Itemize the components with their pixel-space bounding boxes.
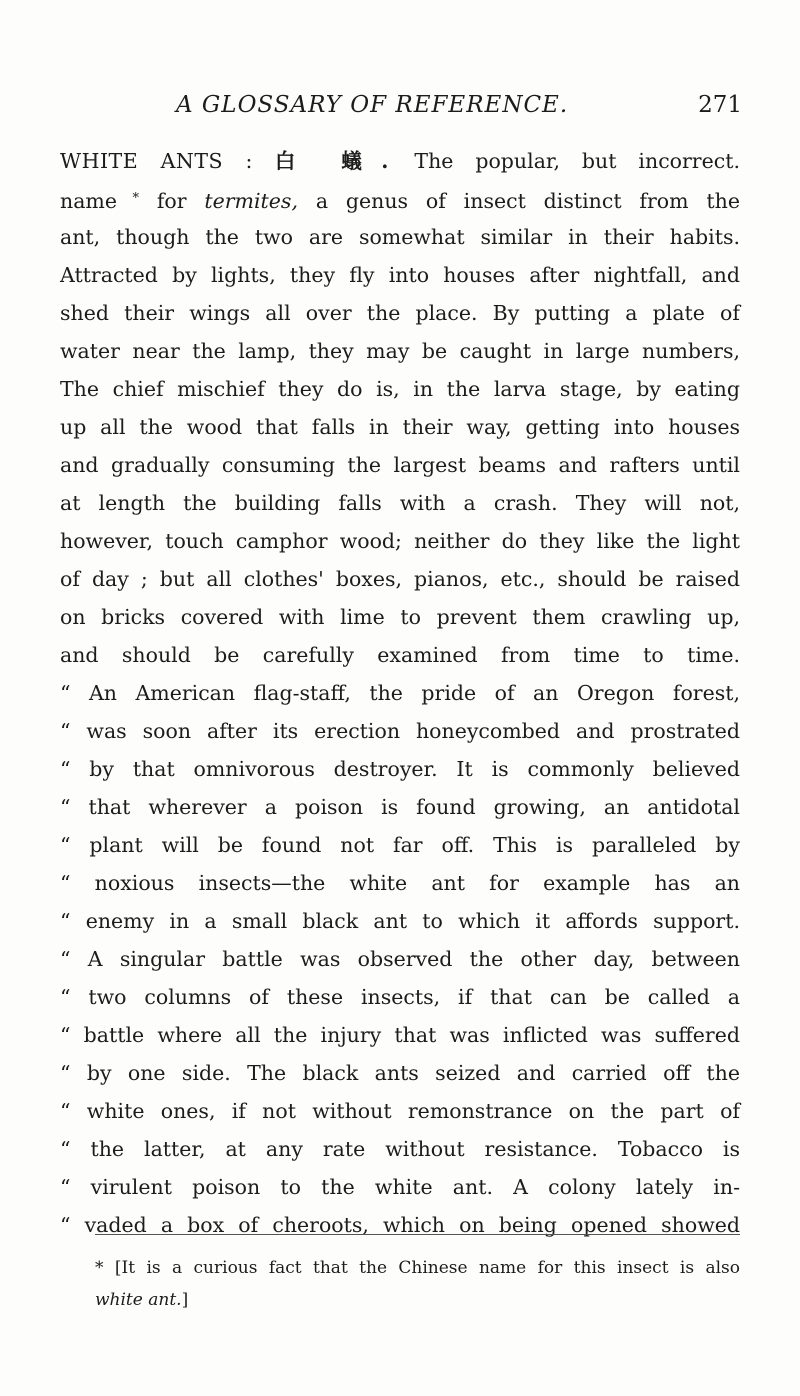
entry-line: and should be carefully examined from time to time. <box>60 643 740 667</box>
page-number: 271 <box>698 92 742 118</box>
entry-line: name * for termites, a genus of insect distinct from the <box>60 189 740 213</box>
entry-line: “ white ones, if not without remonstrance on the part of <box>60 1099 740 1123</box>
entry-line: at length the building falls with a crash. They will not, <box>60 491 740 515</box>
entry-line: “ plant will be found not far off. This is paralleled by <box>60 833 740 857</box>
footnote-bracket: ] <box>181 1290 189 1310</box>
entry-line: “ was soon after its erection honeycombed and prostrated <box>60 719 740 743</box>
running-title: A GLOSSARY OF REFERENCE. <box>176 92 569 118</box>
entry-line: Attracted by lights, they fly into houses after nightfall, and <box>60 263 740 287</box>
entry-line: of day ; but all clothes' boxes, pianos, etc., should be raised <box>60 567 740 591</box>
entry-first-line <box>60 142 740 180</box>
entry-italic-term: termites, <box>204 189 298 213</box>
entry-line: up all the wood that falls in their way, getting into houses <box>60 415 740 439</box>
entry-line: “ virulent poison to the white ant. A colony lately in- <box>60 1175 740 1199</box>
entry-body <box>60 142 740 1244</box>
entry-line-name-prefix: name <box>60 189 117 213</box>
entry-headword: WHITE ANTS : <box>60 149 253 173</box>
entry-line: “ the latter, at any rate without resistance. Tobacco is <box>60 1137 740 1161</box>
entry-line: water near the lamp, they may be caught in large numbers, <box>60 339 740 363</box>
entry-line: The chief mischief they do is, in the larva stage, by eating <box>60 377 740 401</box>
footnote-italic-term: white ant. <box>95 1290 182 1310</box>
entry-chinese-name: 白 蟻. <box>274 149 393 173</box>
entry-line: “ by that omnivorous destroyer. It is commonly believed <box>60 757 740 781</box>
footnote-marker: * <box>117 191 139 206</box>
entry-line: however, touch camphor wood; neither do they like the light <box>60 529 740 553</box>
entry-line: “ by one side. The black ants seized and carried off the <box>60 1061 740 1085</box>
footnote <box>95 1252 740 1316</box>
footnote-line <box>95 1284 740 1316</box>
footnote-divider <box>95 1234 740 1235</box>
entry-line: “ battle where all the injury that was inflicted was suffered <box>60 1023 740 1047</box>
entry-line: on bricks covered with lime to prevent them crawling up, <box>60 605 740 629</box>
entry-line: The popular, but incorrect. <box>392 149 740 173</box>
entry-line: “ A singular battle was observed the other day, between <box>60 947 740 971</box>
entry-line: “ enemy in a small black ant to which it affords support. <box>60 909 740 933</box>
entry-line: “ vaded a box of cheroots, which on being opened showed <box>60 1213 740 1237</box>
entry-line: shed their wings all over the place. By putting a plate of <box>60 301 740 325</box>
entry-line: “ two columns of these insects, if that can be called a <box>60 985 740 1009</box>
entry-line: and gradually consuming the largest beams and rafters until <box>60 453 740 477</box>
entry-line: “ An American flag-staff, the pride of an Oregon forest, <box>60 681 740 705</box>
entry-line: “ noxious insects—the white ant for example has an <box>60 871 740 895</box>
footnote-line: * [It is a curious fact that the Chinese name for this insect is also <box>95 1258 740 1278</box>
entry-line: “ that wherever a poison is found growing, an antidotal <box>60 795 740 819</box>
running-head <box>0 92 800 132</box>
entry-line: ant, though the two are somewhat similar in their habits. <box>60 225 740 249</box>
